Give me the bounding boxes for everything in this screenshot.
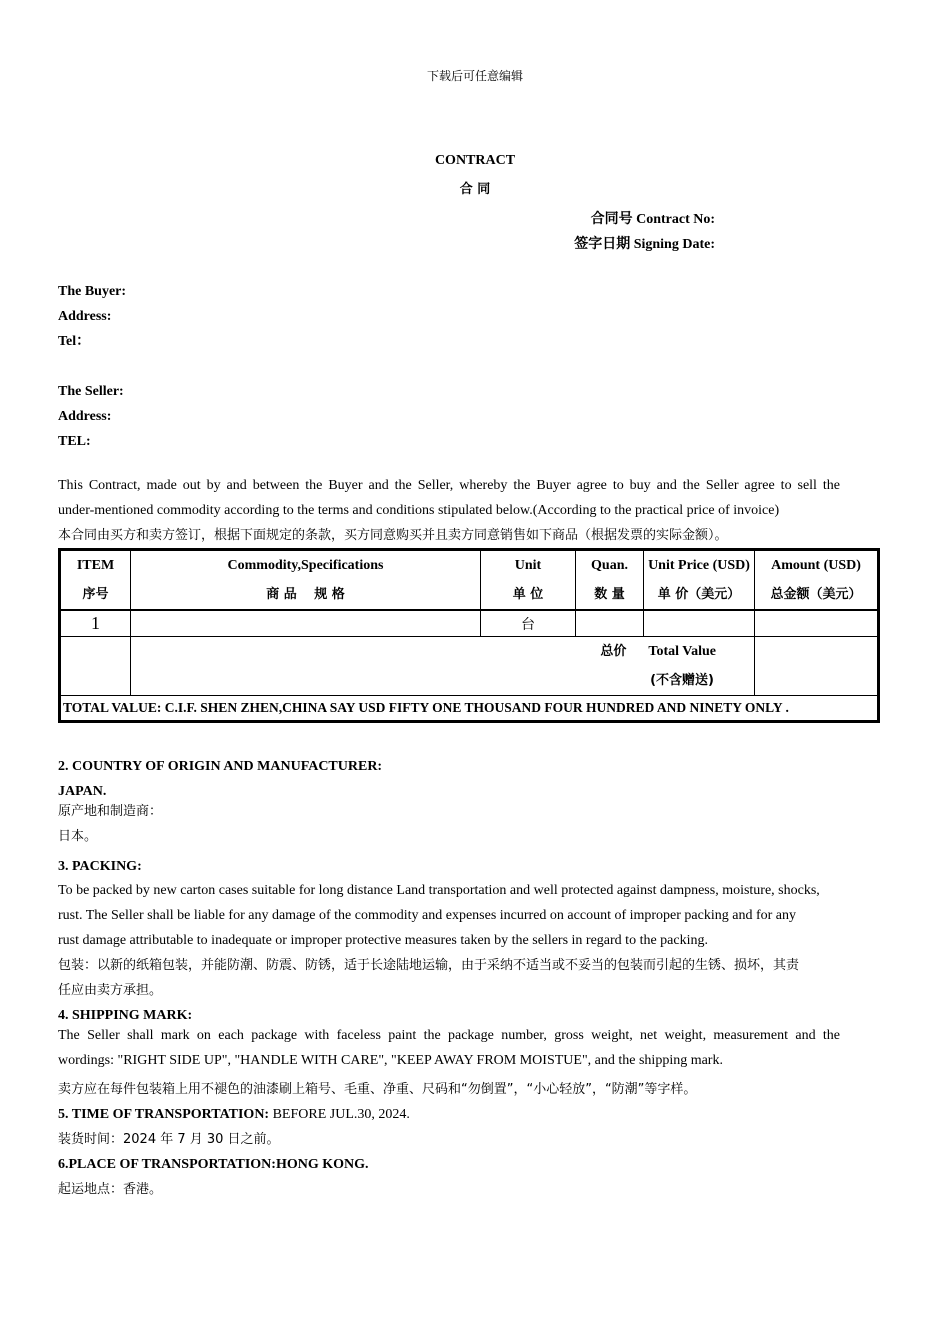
buyer-tel-label: Tel： bbox=[58, 334, 91, 349]
section2-heading: 2. COUNTRY OF ORIGIN AND MANUFACTURER: bbox=[58, 759, 383, 774]
section5-heading: 5. TIME OF TRANSPORTATION: bbox=[58, 1107, 270, 1122]
total-amount-cell bbox=[755, 637, 879, 696]
cell-unit-price bbox=[644, 610, 755, 637]
header-note: 下载后可任意编辑 bbox=[426, 69, 523, 83]
intro-en-line1: This Contract, made out by and between the Buyer and the Seller, whereby the Buyer agree to buy and the Seller agree to sell the bbox=[58, 478, 840, 493]
section3-line1: To be packed by new carton cases suitable for long distance Land transportation and well protected against dampness, moisture, shocks, bbox=[58, 883, 820, 898]
section4-heading: 4. SHIPPING MARK: bbox=[58, 1008, 193, 1023]
seller-label: The Seller: bbox=[58, 384, 124, 399]
cell-amount bbox=[755, 610, 879, 637]
header-commodity: Commodity,Specifications 商 品 规 格 bbox=[131, 550, 481, 611]
section6-heading: 6.PLACE OF TRANSPORTATION:HONG KONG. bbox=[58, 1157, 369, 1172]
table-row bbox=[60, 610, 879, 637]
cell-unit: 台 bbox=[481, 610, 576, 637]
cell-quantity bbox=[576, 610, 644, 637]
contract-title-cn: 合 同 bbox=[459, 182, 491, 197]
buyer-address-label: Address: bbox=[58, 309, 112, 324]
header-item: ITEM 序号 bbox=[60, 550, 131, 611]
goods-table bbox=[58, 548, 880, 723]
signing-date-label: 签字日期 Signing Date: bbox=[574, 237, 715, 252]
section2-value-cn: 日本。 bbox=[58, 829, 98, 844]
header-unit: Unit 单 位 bbox=[481, 550, 576, 611]
header-quantity: Quan. 数 量 bbox=[576, 550, 644, 611]
section3-line2: rust. The Seller shall be liable for any damage of the commodity and expenses incurred on account of improper packing and for any bbox=[58, 908, 797, 923]
intro-en-line2: under-mentioned commodity according to the terms and conditions stipulated below.(According to the practical price of invoice) bbox=[58, 503, 780, 518]
section2-value: JAPAN. bbox=[58, 784, 107, 799]
buyer-label: The Buyer: bbox=[58, 284, 127, 299]
section4-line1: The Seller shall mark on each package with faceless paint the package number, gross weight, net weight, measurement and the bbox=[58, 1028, 840, 1043]
section3-heading: 3. PACKING: bbox=[58, 859, 142, 874]
contract-no-label: 合同号 Contract No: bbox=[590, 212, 715, 227]
section4-line2: wordings: "RIGHT SIDE UP", "HANDLE WITH CARE", "KEEP AWAY FROM MOISTUE", and the shipping mark. bbox=[58, 1053, 723, 1068]
cell-item: 1 bbox=[60, 610, 131, 637]
total-value-row bbox=[60, 696, 879, 722]
total-row bbox=[60, 637, 879, 696]
total-label-cell: 总价 Total Value (不含赠送) bbox=[131, 637, 755, 696]
section5-value: BEFORE JUL.30, 2024. bbox=[269, 1107, 410, 1122]
section3-line3: rust damage attributable to inadequate or improper protective measures taken by the sellers in regard to the packing. bbox=[58, 933, 708, 948]
section6-cn: 起运地点：香港。 bbox=[58, 1182, 163, 1197]
header-amount: Amount (USD) 总金额（美元） bbox=[755, 550, 879, 611]
intro-cn: 本合同由买方和卖方签订，根据下面规定的条款，买方同意购买并且卖方同意销售如下商品（根据发票的实际金额）。 bbox=[58, 528, 728, 543]
section5-line bbox=[58, 1106, 410, 1124]
section2-label-cn: 原产地和制造商： bbox=[58, 804, 163, 819]
section3-cn-line2: 任应由卖方承担。 bbox=[58, 983, 163, 998]
contract-title: CONTRACT bbox=[434, 153, 516, 168]
table-header-row bbox=[60, 550, 879, 611]
header-unit-price: Unit Price (USD) 单 价（美元） bbox=[644, 550, 755, 611]
seller-address-label: Address: bbox=[58, 409, 112, 424]
section5-cn: 装货时间：2024 年 7 月 30 日之前。 bbox=[58, 1132, 280, 1147]
section3-cn-line1: 包装：以新的纸箱包装，并能防潮、防震、防锈，适于长途陆地运输，由于采纳不适当或不妥当的包装而引起的生锈、损坏，其责 bbox=[58, 958, 800, 973]
section4-cn: 卖方应在每件包装箱上用不褪色的油漆刷上箱号、毛重、净重、尺码和“勿倒置”，“小心轻放”，“防潮”等字样。 bbox=[58, 1082, 697, 1097]
seller-tel-label: TEL: bbox=[58, 434, 91, 449]
cell-commodity bbox=[131, 610, 481, 637]
total-empty-cell bbox=[60, 637, 131, 696]
total-value-text: TOTAL VALUE: C.I.F. SHEN ZHEN,CHINA SAY USD FIFTY ONE THOUSAND FOUR HUNDRED AND NINETY ONLY . bbox=[60, 696, 879, 722]
